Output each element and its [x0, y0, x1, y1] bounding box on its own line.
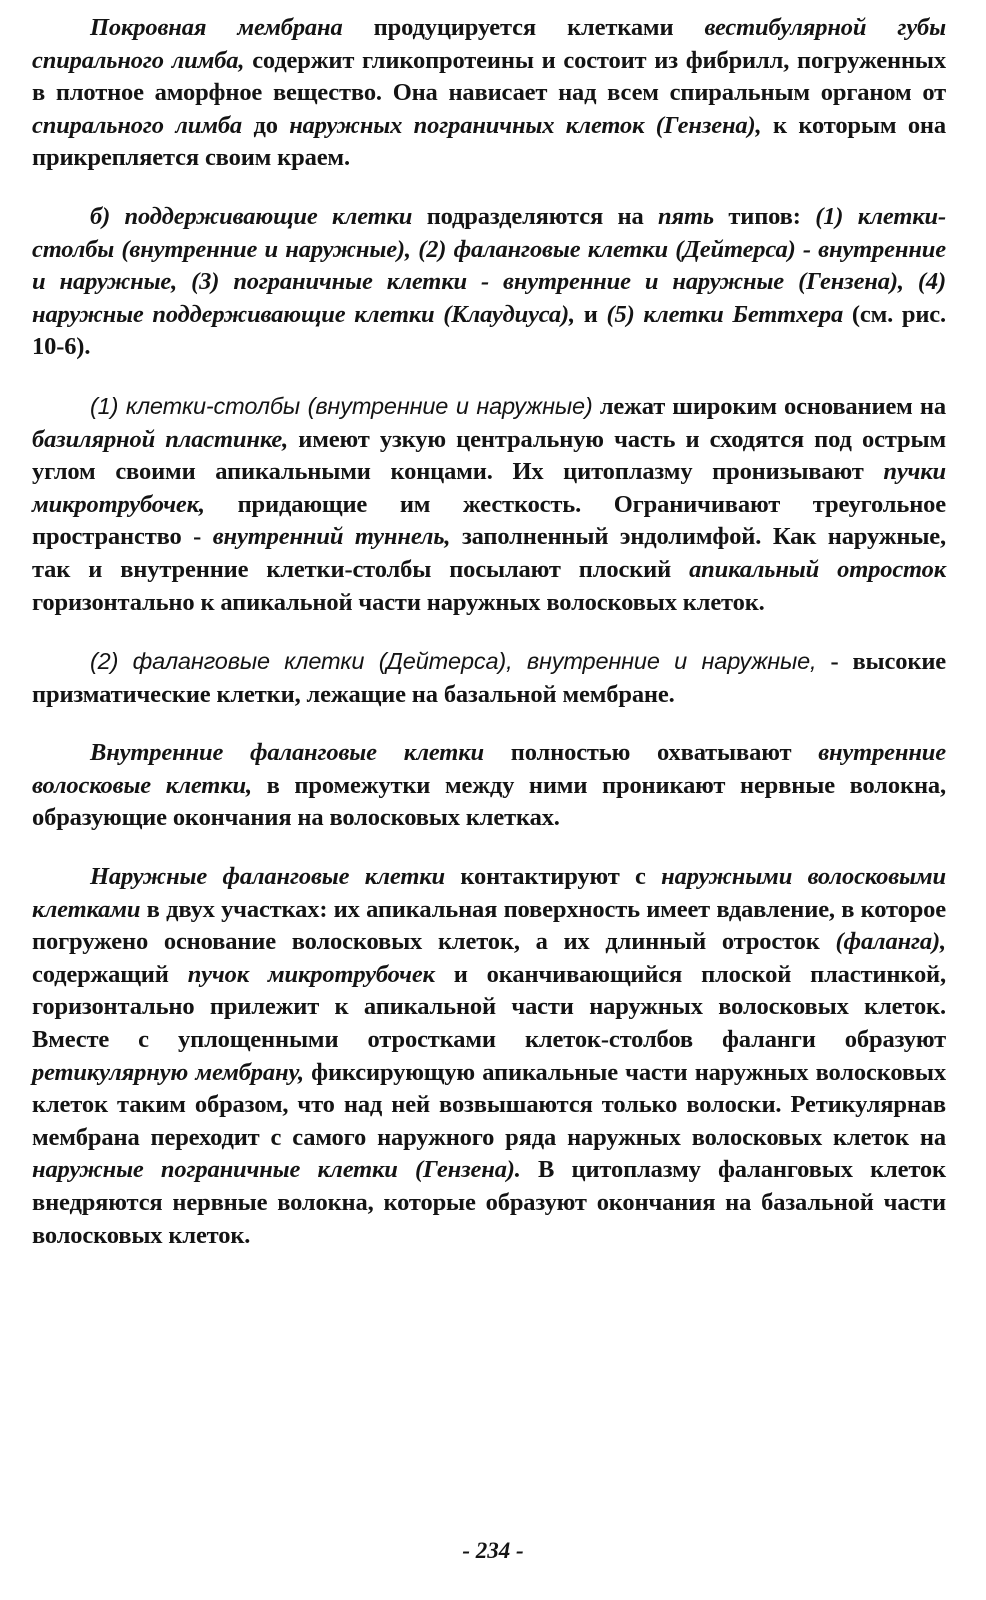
sans-italic-heading: (1) клетки-столбы (внутренние и наружные)	[90, 392, 593, 419]
plain-text: содержащий	[32, 960, 188, 988]
italic-term: наружных пограничных клеток (Гензена),	[289, 111, 762, 139]
italic-term: наружными волосковыми клетками	[32, 863, 946, 923]
plain-text: в двух участках: их апикальная поверхность имеет вдавление, в которое погружено основание волосковых клеток, а их длинный отросток	[32, 895, 946, 956]
paragraph-tectorial-membrane	[32, 12, 946, 175]
italic-term: пучок микротрубочек	[187, 960, 435, 988]
italic-term: вестибулярной губы спирального лимба,	[32, 14, 946, 74]
italic-term: наружные пограничные клетки (Гензена).	[32, 1156, 521, 1184]
page-body	[32, 12, 946, 1278]
plain-text: контактируют с	[444, 863, 662, 891]
italic-term: пучки микротрубочек,	[32, 458, 946, 518]
italic-term: ретикулярную мембрану,	[32, 1058, 304, 1086]
plain-text: фиксирующую апикальные части наружных волосковых клеток таким образом, что над ней возвышаются только волоски. Ретикулярнав мембрана переходит с самого наружного ряда наружных волосковых клеток на	[32, 1058, 946, 1151]
italic-term: пять	[658, 202, 714, 230]
paragraph-outer-phalangeal-cells	[32, 861, 946, 1252]
italic-term: апикальный отросток	[689, 555, 946, 583]
plain-text: до	[242, 111, 290, 139]
plain-text: и	[574, 300, 607, 328]
plain-text: полностью охватывают	[483, 739, 819, 767]
plain-text: заполненный эндолимфой. Как наружные, так и внутренние клетки-столбы посылают плоский	[32, 523, 946, 583]
italic-term: Наружные фаланговые клетки	[90, 863, 445, 891]
italic-term: (5) клетки Беттхера	[606, 300, 844, 328]
bold-italic-heading: б) поддерживающие клетки	[90, 202, 413, 230]
plain-text: (см. рис. 10-6).	[32, 300, 947, 361]
italic-term: спирального лимба	[32, 111, 243, 139]
bold-italic-heading: Покровная мембрана	[90, 14, 343, 41]
paragraph-supporting-cells	[32, 201, 946, 364]
plain-text: в промежутки между ними проникают нервные волокна, образующие окончания на волосковых клетках.	[32, 771, 946, 832]
plain-text: подразделяются на	[412, 202, 658, 230]
italic-term: внутренние волосковые клетки,	[32, 739, 946, 799]
plain-text: - высокие призматические клетки, лежащие на базальной мембране.	[32, 648, 947, 708]
plain-text: и оканчивающийся плоской пластинкой, горизонтально прилежит к апикальной части наружных волосковых клеток. Вместе с уплощенными отростками клеток-столбов фаланги образуют	[32, 960, 946, 1054]
paragraph-inner-phalangeal-cells	[32, 737, 946, 835]
plain-text: В цитоплазму фаланговых клеток внедряются нервные волокна, которые образуют окончания на базальной части волосковых клеток.	[32, 1156, 946, 1249]
paragraph-phalangeal-cells	[32, 645, 946, 711]
page-number: - 234 -	[462, 1538, 524, 1563]
italic-term: Внутренние фаланговые клетки	[90, 739, 484, 767]
plain-text: придающие им жесткость. Ограничивают треугольное пространство -	[32, 490, 946, 551]
italic-term: (фаланга),	[835, 928, 946, 956]
italic-term: (1) клетки-столбы (внутренние и наружные), (2) фаланговые клетки (Дейтерса) - внутренние и наружные, (3) пограничные клетки - внутренние и наружные (Гензена), (4) наружные поддерживающие клетки (Клаудиуса),	[32, 202, 946, 328]
paragraph-pillar-cells	[32, 390, 946, 619]
plain-text: лежат широким основанием на	[592, 392, 946, 420]
plain-text: имеют узкую центральную часть и сходятся под острым углом своими апикальными концами. Их цитоплазму пронизывают	[32, 425, 946, 486]
plain-text: продуцируется клетками	[342, 14, 705, 41]
italic-term: внутренний туннель,	[212, 523, 451, 551]
plain-text: содержит гликопротеины и состоит из фибрилл, погруженных в плотное аморфное вещество. Она нависает над всем спиральным органом от	[32, 46, 946, 107]
plain-text: типов:	[713, 202, 816, 230]
plain-text: к которым она прикрепляется своим краем.	[32, 111, 947, 172]
sans-italic-heading: (2) фаланговые клетки (Дейтерса), внутренние и наружные,	[90, 648, 817, 675]
italic-term: базилярной пластинке,	[32, 425, 289, 453]
plain-text: горизонтально к апикальной части наружных волосковых клеток.	[32, 588, 765, 616]
